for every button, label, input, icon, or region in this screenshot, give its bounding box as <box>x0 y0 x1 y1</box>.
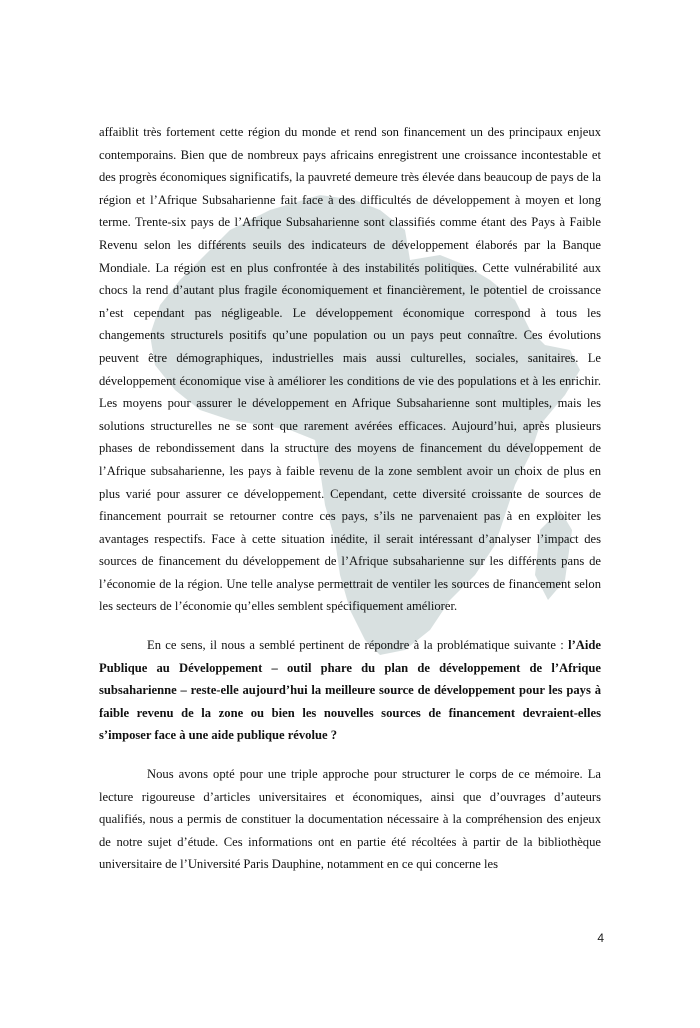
paragraph-problematique <box>99 634 601 747</box>
problematique-question: l’Aide Publique au Développement – outil phare du plan de développement de l’Afrique subsaharienne – reste-elle aujourd’hui la meilleure source de développement pour les pays à faible revenu de la zone ou bien les nouvelles sources de financement devraient-elles s’imposer face à une aide publique révolue ? <box>99 638 601 743</box>
page-number: 4 <box>597 931 604 945</box>
paragraph-methodology: Nous avons opté pour une triple approche pour structurer le corps de ce mémoire. La lecture rigoureuse d’articles universitaires et économiques, ainsi que d’ouvrages d’auteurs qualifiés, nous a permis de constituer la documentation nécessaire à la compréhension des enjeux de notre sujet d’étude. Ces informations ont en partie été récoltées à partir de la bibliothèque universitaire de l’Université Paris Dauphine, notamment en ce qui concerne les <box>99 767 601 872</box>
document-body <box>99 121 601 876</box>
problematique-intro: En ce sens, il nous a semblé pertinent de répondre à la problématique suivante : <box>147 638 569 653</box>
paragraph-context: affaiblit très fortement cette région du monde et rend son financement un des principaux enjeux contemporains. Bien que de nombreux pays africains enregistrent une croissance incontestable et des progrès économiques significatifs, la pauvreté demeure très élevée dans beaucoup de pays de la région et l’Afrique Subsaharienne fait face à des difficultés de développement à moyen et long terme. Trente-six pays de l’Afrique Subsaharienne sont classifiés comme étant des Pays à Faible Revenu selon les différents seuils des indicateurs de développement élaborés par la Banque Mondiale. La région est en plus confrontée à des instabilités politiques. Cette vulnérabilité aux chocs la rend d’autant plus fragile économiquement et financièrement, le potentiel de croissance n’est cependant pas négligeable. Le développement économique correspond à tous les changements structurels positifs qu’une population ou un pays peut connaître. Ces évolutions peuvent être démographiques, industrielles mais aussi culturelles, sociales, sanitaires. Le développement économique vise à améliorer les conditions de vie des populations et à les enrichir. Les moyens pour assurer le développement en Afrique Subsaharienne sont multiples, mais les solutions structurelles ne se sont que rarement avérées efficaces. Aujourd’hui, après plusieurs phases de rebondissement dans la structure des moyens de financement du développement de l’Afrique subsaharienne, les pays à faible revenu de la zone semblent avoir un choix de plus en plus varié pour assurer ce développement. Cependant, cette diversité croissante de sources de financement pourrait se retourner contre ces pays, s’ils ne parvenaient pas à en exploiter les avantages respectifs. Face à cette situation inédite, il serait intéressant d’analyser l’impact des sources de financement du développement de l’Afrique subsaharienne sur les différents pans de l’économie de la région. Une telle analyse permettrait de ventiler les sources de financement selon les secteurs de l’économie qu’elles semblent spécifiquement améliorer. <box>99 125 601 614</box>
